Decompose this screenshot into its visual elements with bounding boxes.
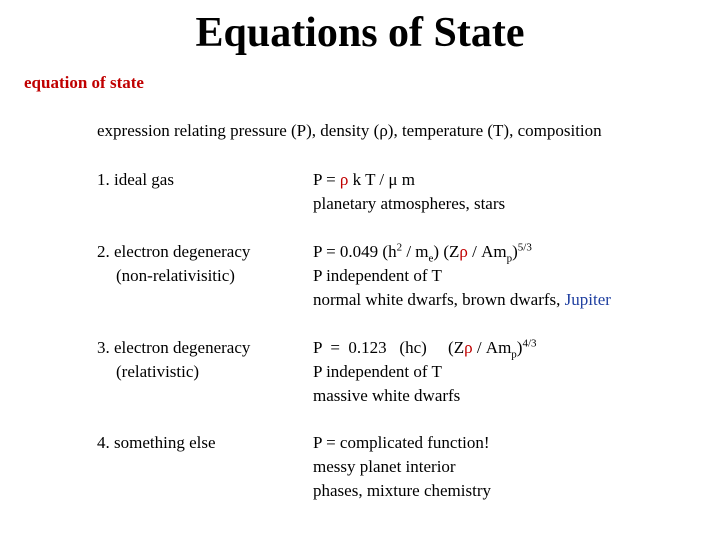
slide-title: Equations of State	[195, 10, 525, 56]
case-3-label: 3. electron degeneracy (relativistic)	[97, 338, 251, 381]
case-4-note-2: phases, mixture chemistry	[313, 481, 491, 500]
case-4-label: 4. something else	[97, 433, 216, 452]
case-3-note-2: massive white dwarfs	[313, 386, 461, 405]
case-4-body	[313, 431, 491, 503]
case-3-body	[313, 336, 537, 408]
slide-subtitle: equation of state	[24, 73, 144, 92]
case-1-equation: P = ρ k T / μ m	[313, 170, 415, 189]
intro-text: expression relating pressure (P), density (ρ), temperature (T), composition	[97, 121, 602, 140]
case-2-label: 2. electron degeneracy (non-relativisitic)	[97, 242, 251, 285]
case-1-label: 1. ideal gas	[97, 170, 174, 189]
case-1-body	[313, 168, 505, 216]
case-2-body	[313, 240, 611, 312]
jupiter-highlight: Jupiter	[564, 290, 611, 309]
case-4-note-1: messy planet interior	[313, 457, 456, 476]
case-3-note-1: P independent of T	[313, 362, 442, 381]
case-4-equation: P = complicated function!	[313, 433, 490, 452]
case-2-note-1: P independent of T	[313, 266, 442, 285]
case-1-note: planetary atmospheres, stars	[313, 194, 506, 213]
case-3-equation: P = 0.123 (hc) $(Z\rho / Am_p)^{4/3}$	[313, 337, 537, 361]
case-2-note-2: normal white dwarfs, brown dwarfs, Jupiter	[313, 290, 611, 309]
case-2-equation: P = 0.049 $(h^2 / m_e)$ $(Z\rho / Am_p)^{5/3}$	[313, 241, 532, 265]
